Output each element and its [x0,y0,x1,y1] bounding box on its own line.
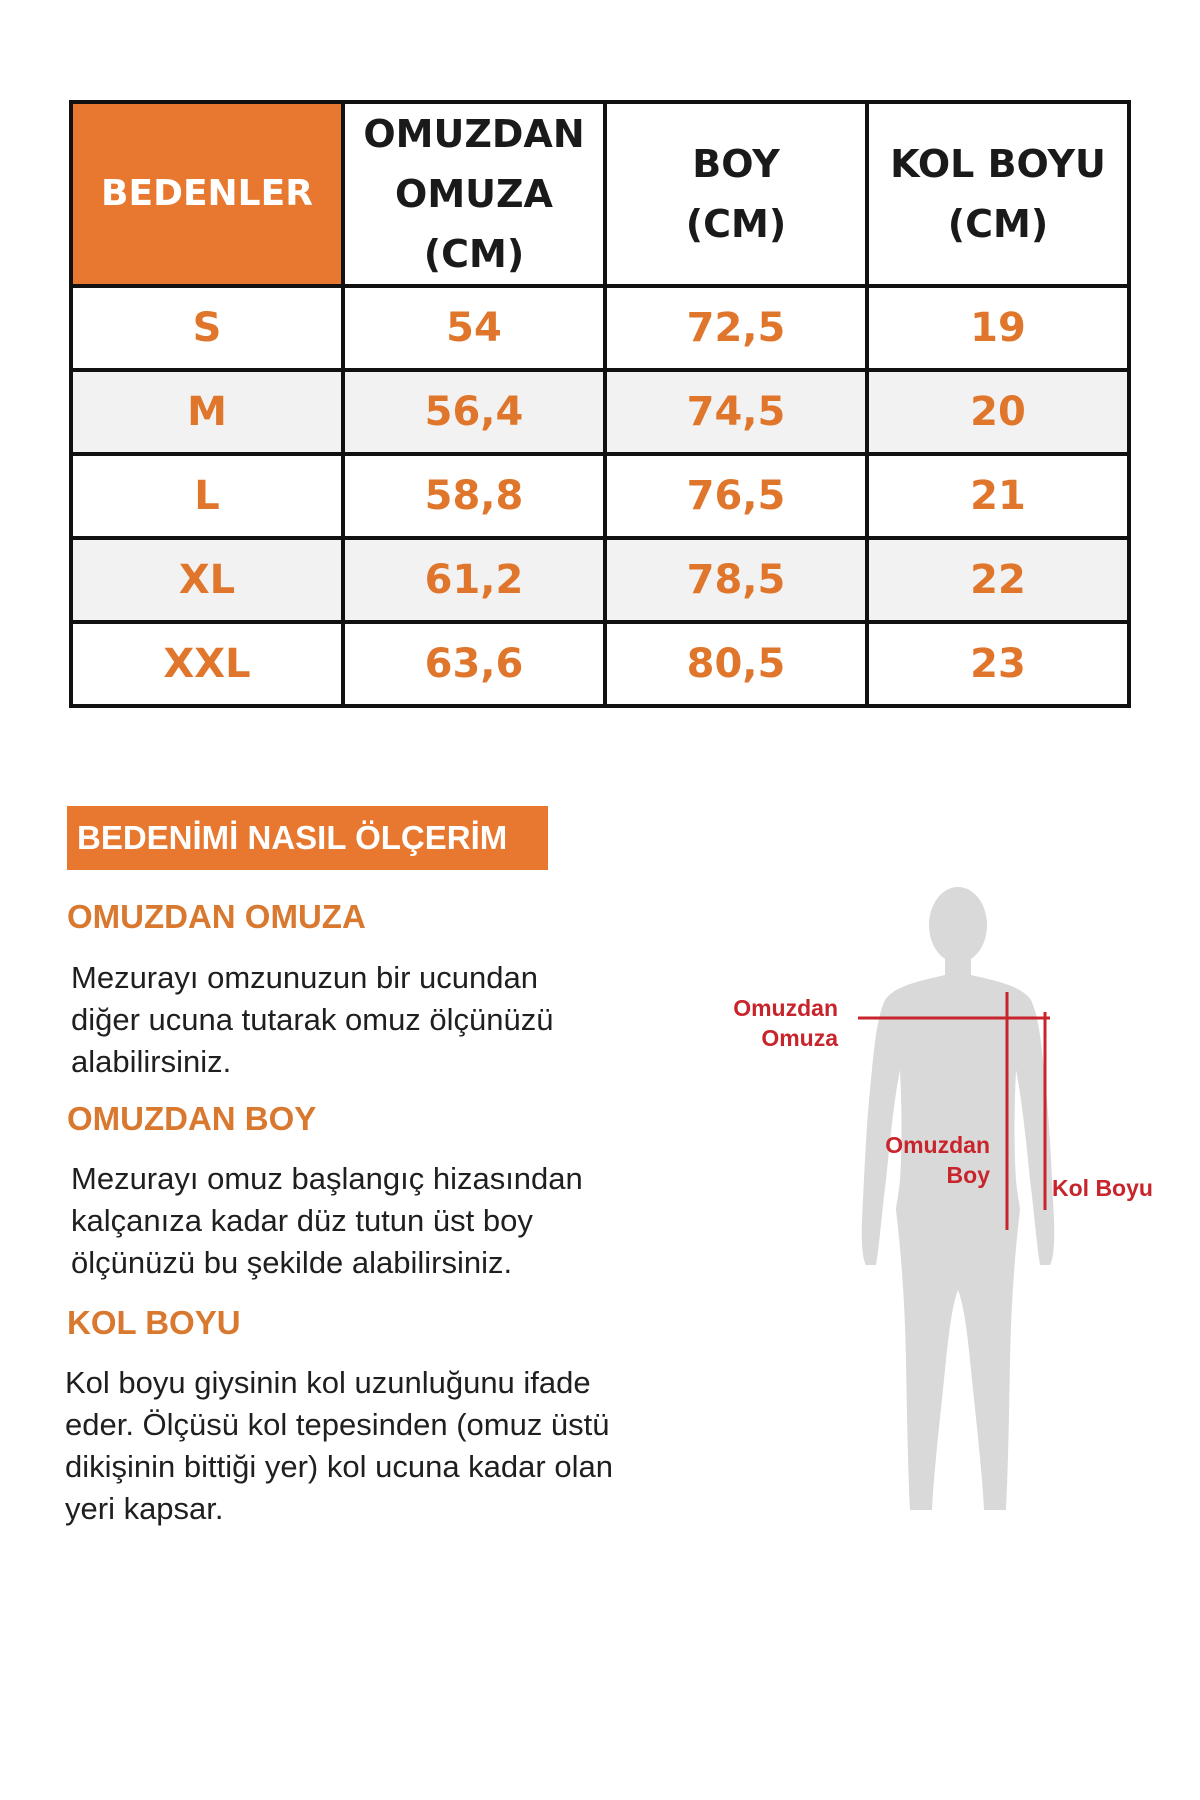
table-header-row [71,102,1129,286]
sleeve-cell: 19 [867,286,1129,370]
length-label [840,1130,990,1190]
table-row [71,538,1129,622]
section-text-length [71,1158,711,1284]
header-length-line: (CM) [685,202,787,246]
shoulder-cell: 63,6 [343,622,605,706]
size-chart-table [69,100,1131,708]
sleeve-cell: 22 [867,538,1129,622]
shoulder-cell: 56,4 [343,370,605,454]
header-shoulder-line: (CM) [423,232,525,276]
text-line: Kol boyu giysinin kol uzunluğunu ifade [65,1365,591,1400]
shoulder-cell: 61,2 [343,538,605,622]
shoulder-label [700,993,838,1053]
section-title-sleeve: KOL BOYU [67,1304,241,1341]
length-cell: 80,5 [605,622,867,706]
header-shoulder-line: OMUZA [395,172,553,216]
shoulder-cell: 58,8 [343,454,605,538]
text-line: kalçanıza kadar düz tutun üst boy [71,1203,533,1238]
measurement-figure [700,860,1180,1540]
header-sleeve [867,102,1129,286]
label-line: Omuzdan [733,995,838,1021]
header-shoulder [343,102,605,286]
text-line: ölçünüzü bu şekilde alabilirsiniz. [71,1245,513,1280]
length-cell: 72,5 [605,286,867,370]
text-line: dikişinin bittiği yer) kol ucuna kadar olan [65,1449,613,1484]
length-cell: 76,5 [605,454,867,538]
length-cell: 78,5 [605,538,867,622]
table-row [71,454,1129,538]
table-row [71,370,1129,454]
header-length-line: BOY [692,142,780,186]
section-title-length: OMUZDAN BOY [67,1100,317,1137]
size-cell: XL [71,538,343,622]
header-sleeve-line: KOL BOYU [890,142,1106,186]
length-cell: 74,5 [605,370,867,454]
text-line: diğer ucuna tutarak omuz ölçünüzü [71,1002,554,1037]
header-sizes: BEDENLER [71,102,343,286]
text-line: yeri kapsar. [65,1491,224,1526]
text-line: Mezurayı omzunuzun bir ucundan [71,960,538,995]
label-line: Boy [946,1162,990,1188]
text-line: Mezurayı omuz başlangıç hizasından [71,1161,583,1196]
text-line: alabilirsiniz. [71,1044,232,1079]
section-title-shoulder: OMUZDAN OMUZA [67,898,366,935]
text-line: eder. Ölçüsü kol tepesinden (omuz üstü [65,1407,610,1442]
size-cell: M [71,370,343,454]
label-line: Omuza [761,1025,838,1051]
size-cell: L [71,454,343,538]
how-to-measure-banner: BEDENİMİ NASIL ÖLÇERİM [67,806,548,870]
section-text-sleeve [65,1362,705,1530]
label-line: Omuzdan [885,1132,990,1158]
section-text-shoulder [71,957,711,1083]
sleeve-cell: 21 [867,454,1129,538]
sleeve-cell: 23 [867,622,1129,706]
size-cell: XXL [71,622,343,706]
shoulder-cell: 54 [343,286,605,370]
sleeve-cell: 20 [867,370,1129,454]
header-length [605,102,867,286]
table-row [71,286,1129,370]
table-row [71,622,1129,706]
header-sleeve-line: (CM) [947,202,1049,246]
sleeve-label: Kol Boyu [1052,1175,1153,1201]
header-shoulder-line: OMUZDAN [363,112,585,156]
size-cell: S [71,286,343,370]
